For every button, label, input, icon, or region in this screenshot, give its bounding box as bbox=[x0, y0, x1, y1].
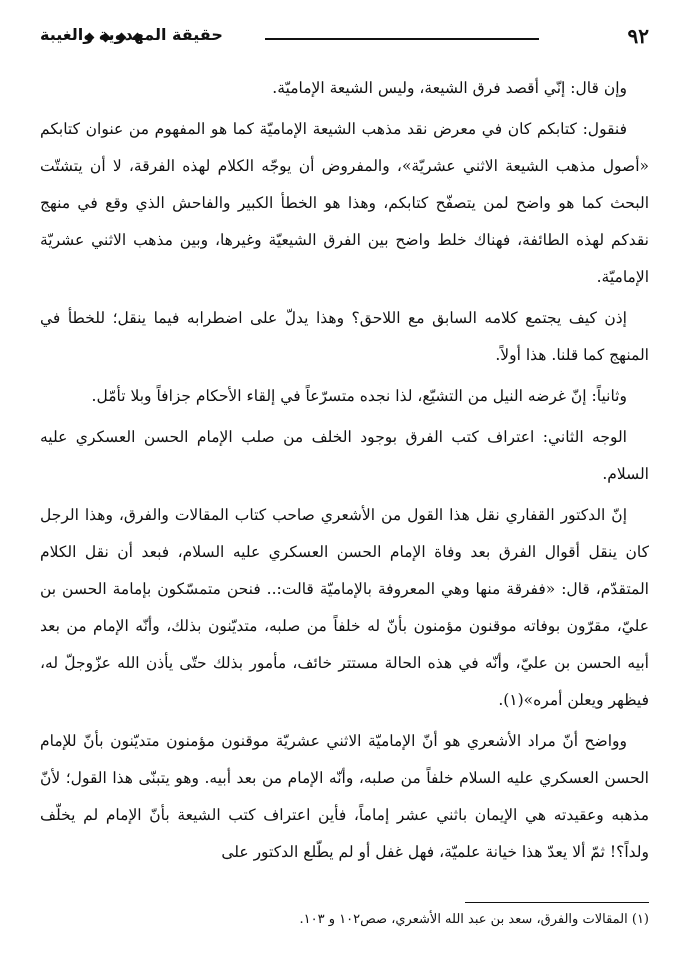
paragraph: فنقول: كتابكم كان في معرض نقد مذهب الشيعة الإماميّة كما هو المفهوم من عنوان كتابكم «أصول مذهب الشيعة الاثني عشريّة»، والمفروض أن يوجّه الكلام لهذه الفرقة، لا أن يتشتّت البحث كما هو واضح لمن يتصفّح كتابكم، وهذا هو الخطأ الكبير والفاحش الذي وقع في منهج نقدكم لهذه الطائفة، فهناك خلط واضح بين الفرق الشيعيّة وغيرها، وبين مذهب الاثني عشريّة الإماميّة. bbox=[40, 120, 649, 286]
footnote-separator bbox=[465, 902, 649, 903]
header-rule bbox=[265, 38, 539, 40]
footnote: (١) المقالات والفرق، سعد بن عبد الله الأشعري، صص١٠٢ و ١٠٣. bbox=[299, 912, 649, 927]
section-heading: الوجه الثاني: اعتراف كتب الفرق بوجود الخلف من صلب الإمام الحسن العسكري عليه السلام. bbox=[40, 428, 649, 483]
page-header bbox=[40, 22, 649, 56]
paragraph: إذن كيف يجتمع كلامه السابق مع اللاحق؟ وهذا يدلّ على اضطرابه فيما ينقل؛ للخطأ في المنهج كما قلنا. هذا أولاً. bbox=[40, 309, 649, 364]
paragraph: وإن قال: إنّي أقصد فرق الشيعة، وليس الشيعة الإماميّة. bbox=[272, 79, 627, 97]
paragraph: وواضح أنّ مراد الأشعري هو أنّ الإماميّة الاثني عشريّة موقنون مؤمنون متديّنون بأنّ للإمام الحسن العسكري عليه السلام خلفاً من صلبه، وأنّه الإمام من بعد أبيه. وهو يتبنّى هذا القول؛ لأنّ مذهبه وعقيدته هي الإيمان باثني عشر إماماً، فأين اعتراف كتب الشيعة بأنّ الإمام لم يخلّف ولداً؟! ثمّ ألا يعدّ هذا خيانة علميّة، فهل غفل أو لم يطّلع الدكتور على bbox=[40, 732, 649, 861]
page-number: ٩٢ bbox=[627, 24, 649, 48]
paragraph: إنّ الدكتور القفاري نقل هذا القول من الأشعري صاحب كتاب المقالات والفرق، وهذا الرجل كان ينقل أقوال الفرق بعد وفاة الإمام الحسن العسكري عليه السلام، فبعد أن نقل الكلام المتقدّم، قال: «ففرقة منها وهي المعروفة بالإماميّة قالت:.. فنحن متمسّكون بإمامة الحسن بن عليّ، مقرّون بوفاته موقنون مؤمنون بأنّ له خلفاً من صلبه، متديّنون بذلك، وأنّه الإمام من بعد أبيه الحسن بن عليّ، وأنّه في هذه الحالة مستتر خائف، مأمور بذلك حتّى يأذن الله عزّوجلّ له، فيظهر ويعلن أمره»(١). bbox=[40, 506, 649, 709]
body-text bbox=[40, 70, 649, 875]
running-title: حقيقة المهدوية والغيبة bbox=[40, 25, 223, 44]
paragraph: وثانياً: إنّ غرضه النيل من التشيّع، لذا نجده متسرّعاً في إلقاء الأحكام جزافاً وبلا تأمّل. bbox=[91, 387, 627, 405]
